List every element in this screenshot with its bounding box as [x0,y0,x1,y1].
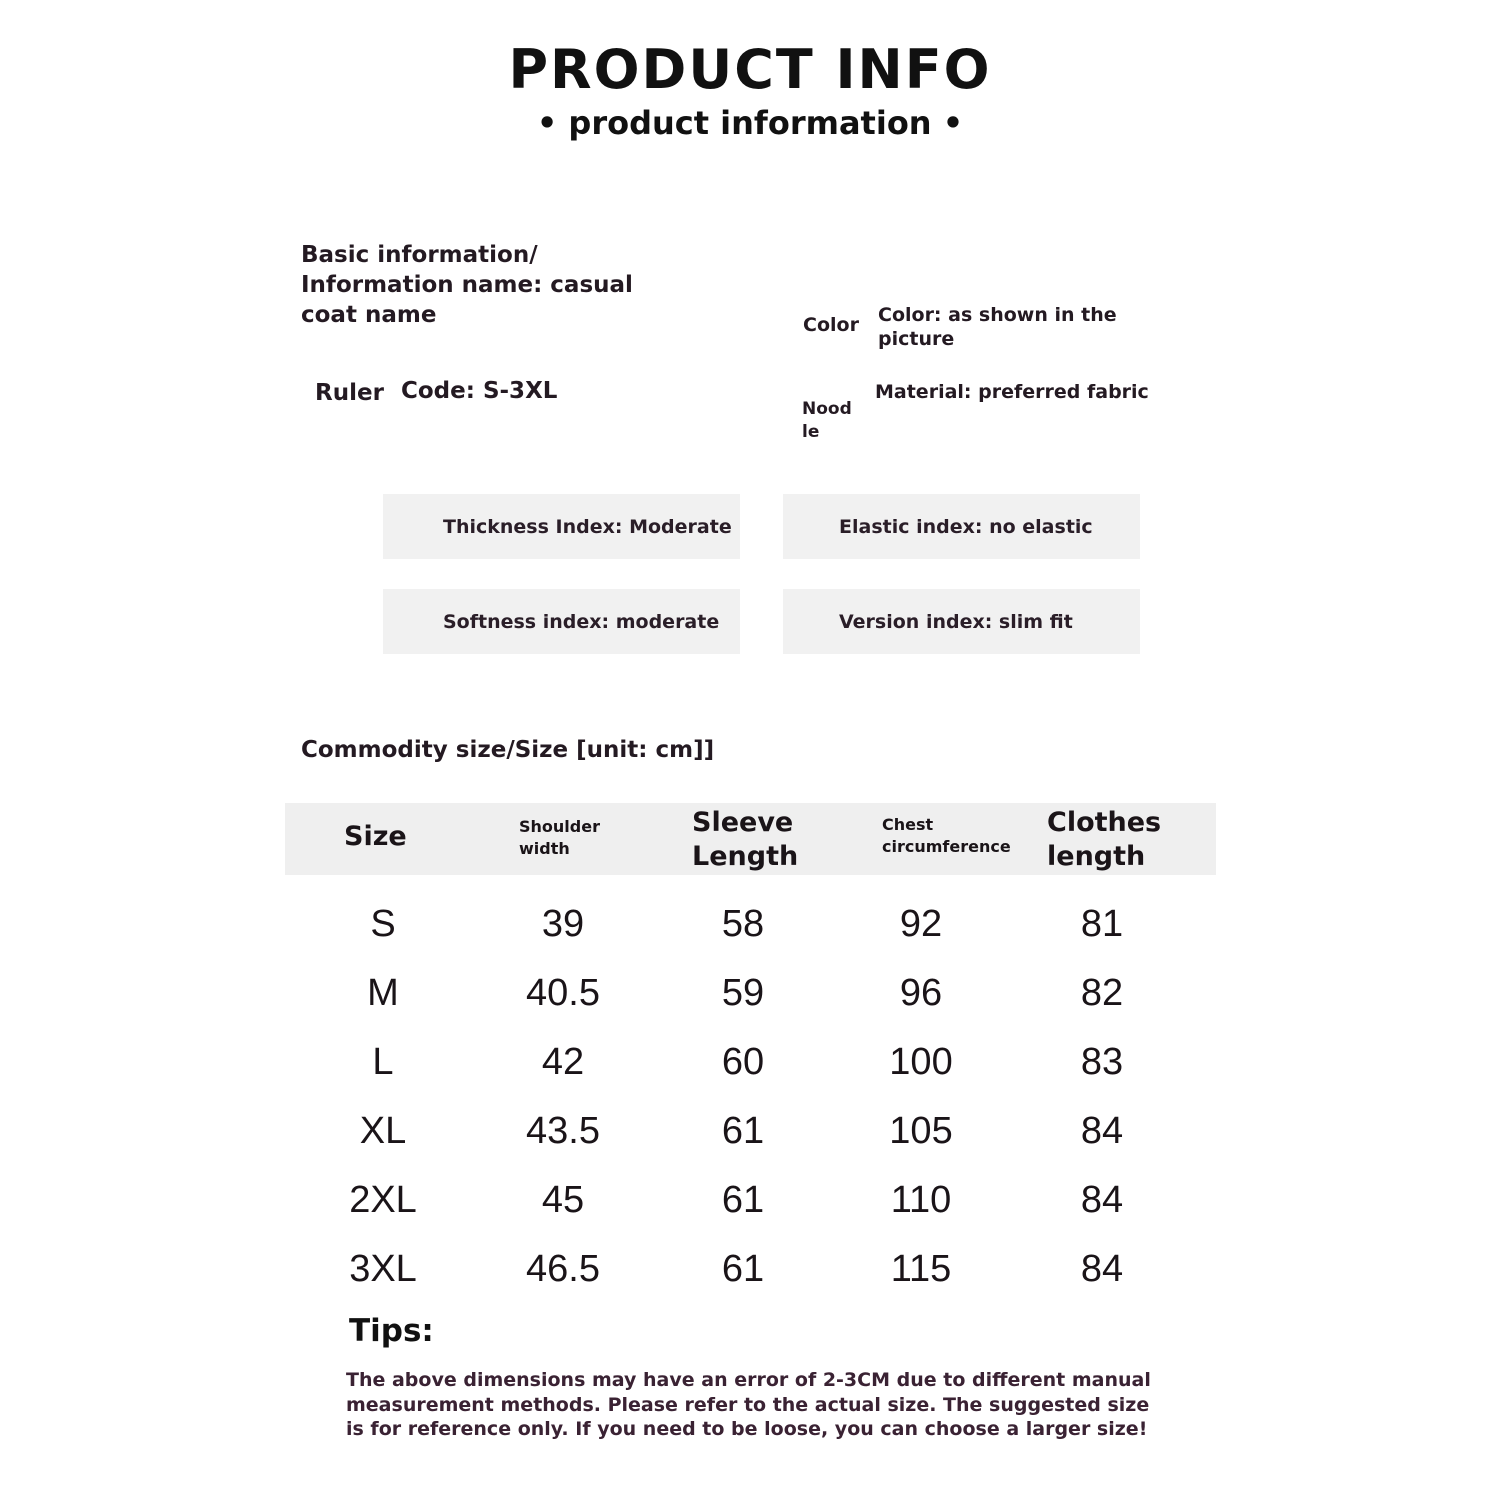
cell-shoulder-width: 43.5 [526,1110,600,1152]
table-row [0,1041,1500,1101]
cell-size: 2XL [349,1179,417,1221]
version-index-box [783,589,1140,654]
elastic-index-box [783,494,1140,559]
tips-title: Tips: [349,1313,434,1349]
cell-chest-circumference: 92 [899,903,943,945]
header-sleeve-length: Sleeve Length [692,807,799,872]
thickness-index-box [383,494,740,559]
cell-clothes-length: 82 [1080,972,1124,1014]
cell-sleeve-length: 60 [721,1041,765,1083]
cell-shoulder-width: 40.5 [526,972,600,1014]
cell-sleeve-length: 59 [721,972,765,1014]
cell-shoulder-width: 39 [541,903,585,945]
tips-text: The above dimensions may have an error of 2-3CM due to different manual measurement methods. Please refer to the actual size. The suggested size is for reference only. If you need to be loose, you can choose a larger size! [346,1369,1151,1440]
cell-sleeve-length: 61 [721,1248,765,1290]
size-table-header [285,803,1216,875]
table-row [0,1179,1500,1239]
page-subtitle: • product information • [536,104,964,142]
softness-index: Softness index: moderate [443,610,720,633]
cell-shoulder-width: 42 [541,1041,585,1083]
cell-clothes-length: 81 [1080,903,1124,945]
cell-size: S [370,903,396,945]
header-shoulder-width: Shoulder width [519,817,600,858]
page-title: PRODUCT INFO [508,38,992,101]
elastic-index: Elastic index: no elastic [839,515,1093,538]
size-section-title: Commodity size/Size [unit: cm]] [301,737,715,763]
cell-shoulder-width: 46.5 [526,1248,600,1290]
cell-size: M [367,972,399,1014]
table-row [0,972,1500,1032]
color-label: Color [803,314,859,336]
material-label: Nood le [802,399,852,442]
cell-size: L [372,1041,394,1083]
color-value: Color: as shown in the picture [878,304,1117,350]
material-value: Material: preferred fabric [875,381,1149,403]
table-row [0,903,1500,963]
cell-chest-circumference: 110 [890,1179,952,1221]
table-row [0,1110,1500,1170]
cell-clothes-length: 84 [1080,1110,1124,1152]
cell-chest-circumference: 96 [899,972,943,1014]
basic-information: Basic information/ Information name: casual coat name [301,242,633,328]
header-chest-circumference: Chest circumference [882,815,1011,856]
table-row [0,1248,1500,1308]
header-size: Size [344,821,407,852]
cell-chest-circumference: 105 [889,1110,953,1152]
cell-size: 3XL [349,1248,417,1290]
version-index: Version index: slim fit [839,610,1073,633]
cell-clothes-length: 84 [1080,1179,1124,1221]
thickness-index: Thickness Index: Moderate [443,515,732,538]
cell-clothes-length: 83 [1080,1041,1124,1083]
cell-shoulder-width: 45 [541,1179,585,1221]
softness-index-box [383,589,740,654]
cell-chest-circumference: 115 [890,1248,952,1290]
header-clothes-length: Clothes length [1047,807,1162,872]
cell-clothes-length: 84 [1080,1248,1124,1290]
cell-sleeve-length: 58 [721,903,765,945]
cell-size: XL [359,1110,407,1152]
cell-sleeve-length: 61 [721,1110,765,1152]
cell-chest-circumference: 100 [889,1041,953,1083]
ruler-label: Ruler [315,380,384,406]
cell-sleeve-length: 61 [721,1179,765,1221]
ruler-value: Code: S-3XL [401,378,558,404]
